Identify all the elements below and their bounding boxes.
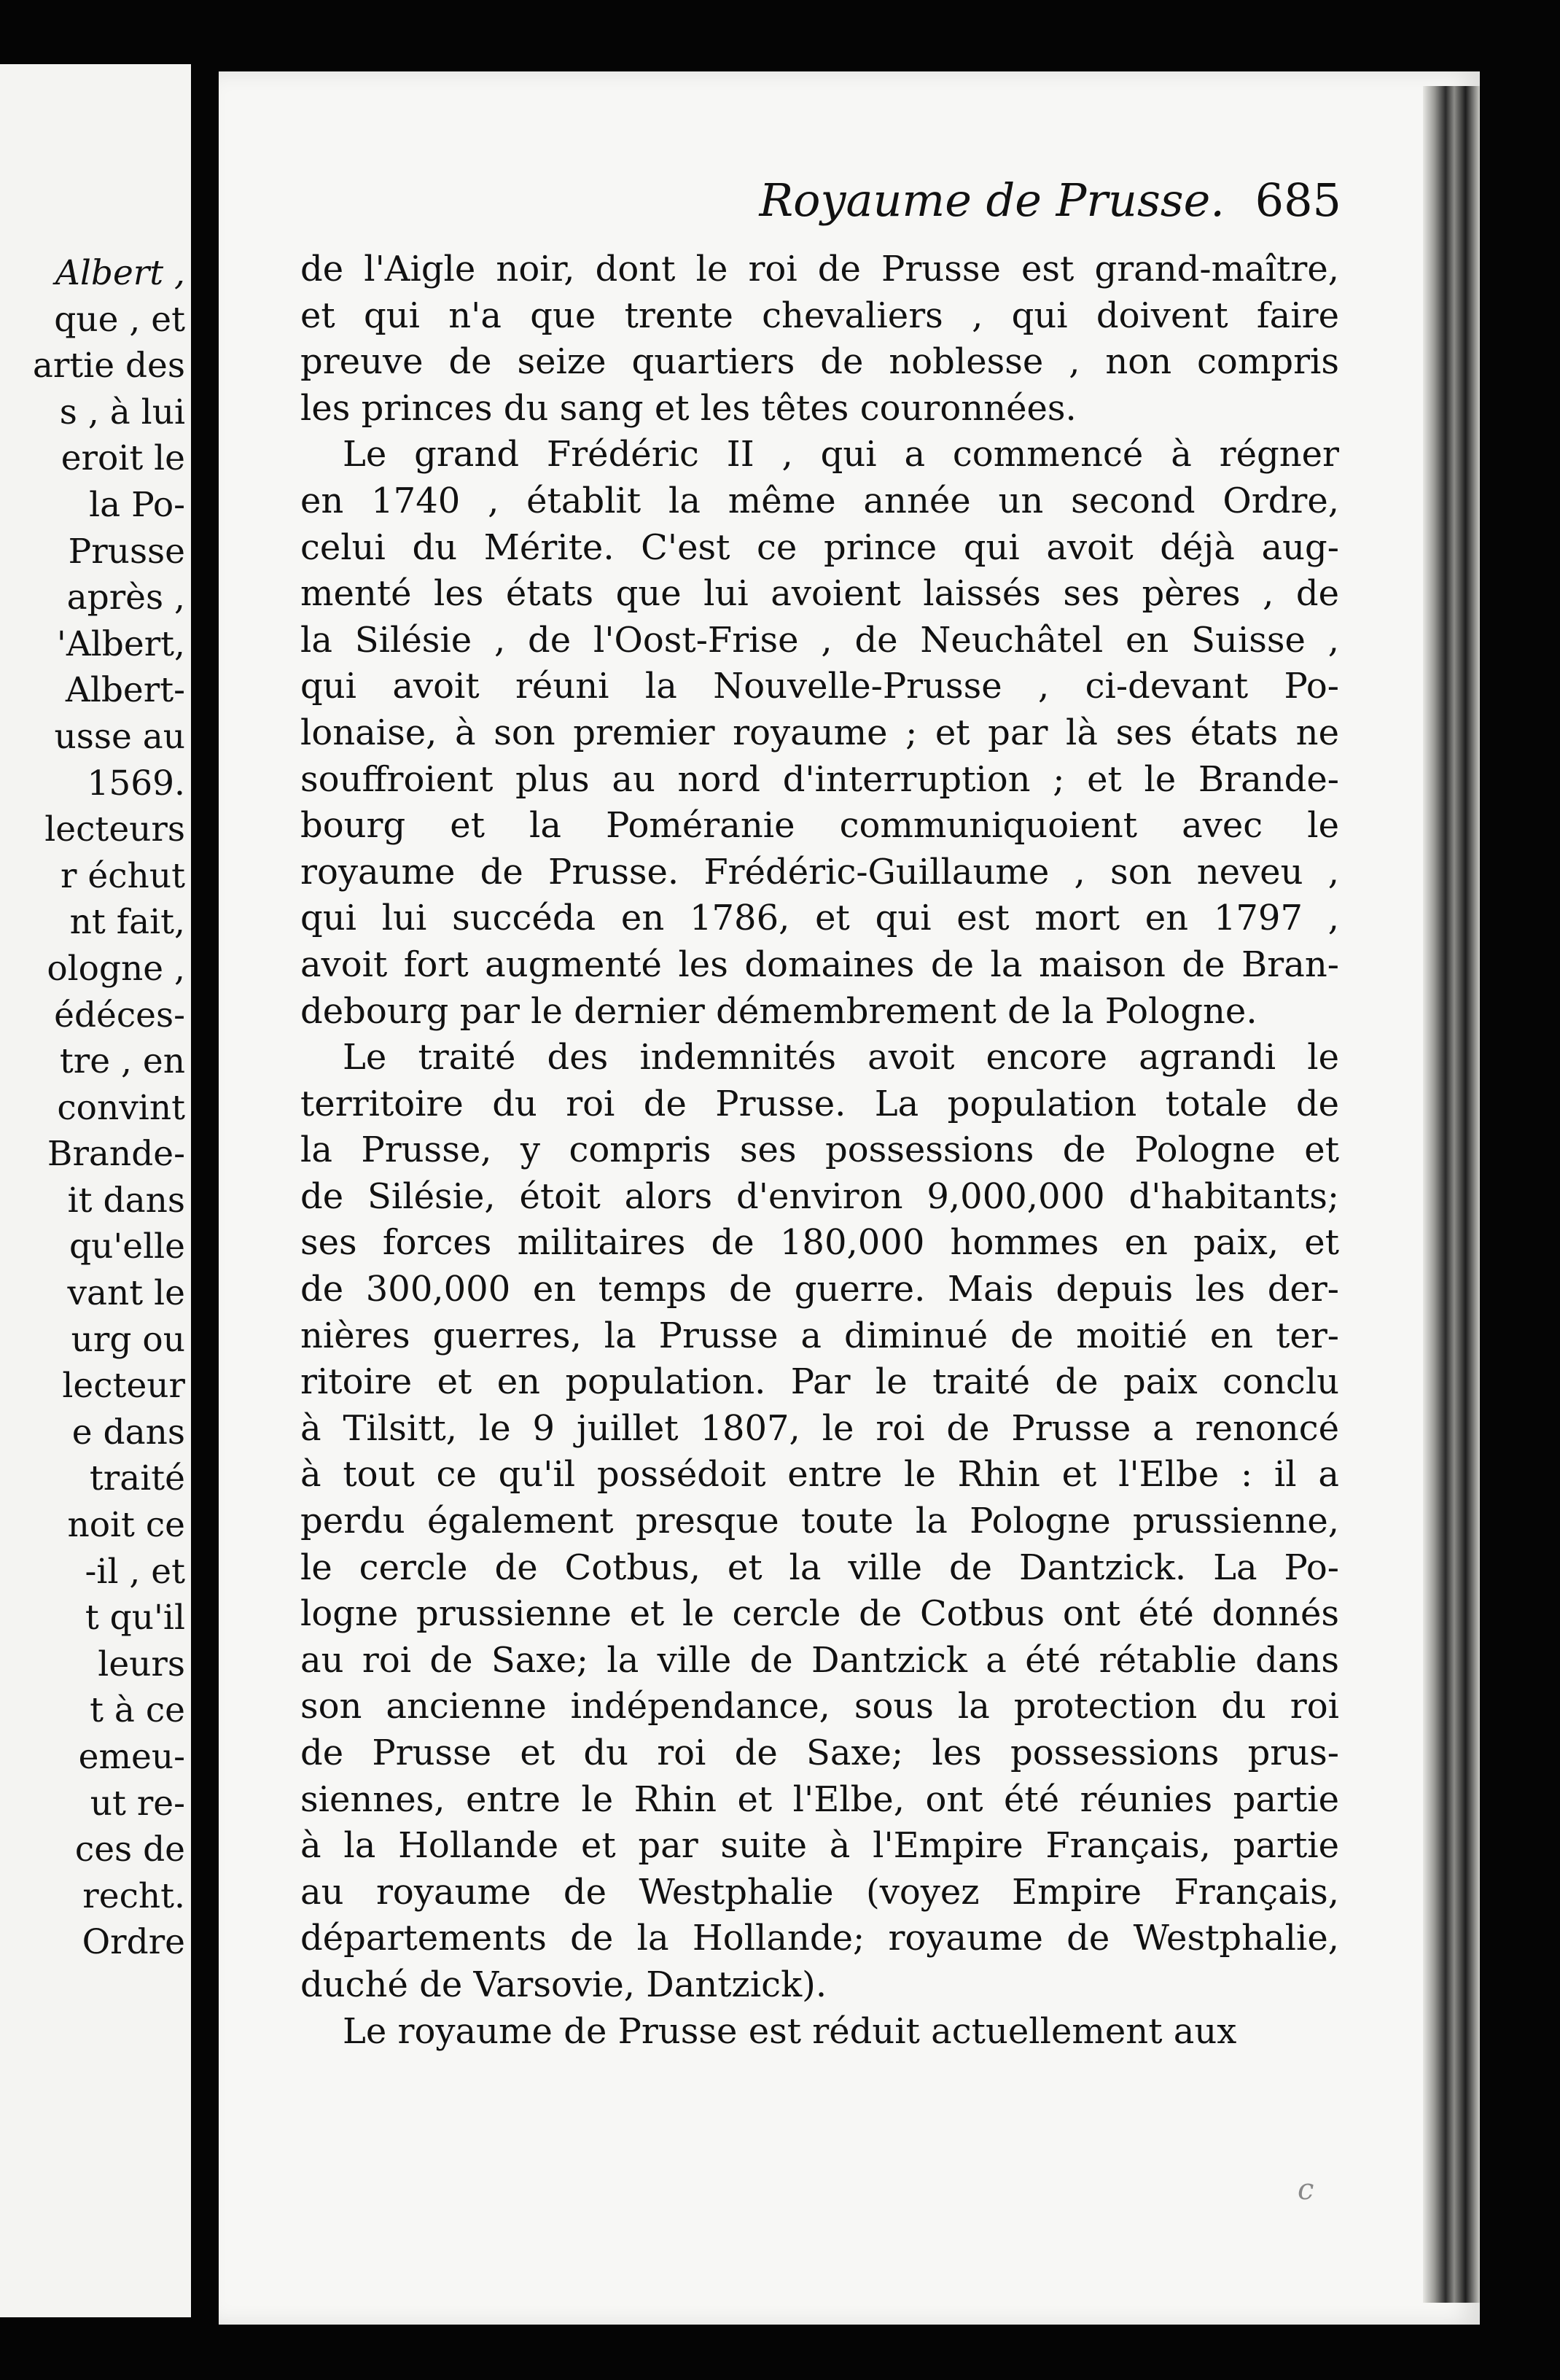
previous-page-line: Ordre xyxy=(82,1922,185,1963)
previous-page-line: la Po- xyxy=(89,484,185,525)
previous-page-line: Albert- xyxy=(65,670,185,711)
running-title: Royaume de Prusse. xyxy=(759,174,1225,227)
previous-page-line: Brande- xyxy=(47,1134,185,1175)
book-gutter xyxy=(191,0,220,2380)
previous-page-line: vant le xyxy=(67,1273,185,1314)
previous-page-line: 'Albert, xyxy=(56,623,185,664)
text-line: logne prussienne et le cercle de Cotbus ont été donnés xyxy=(300,1593,1339,1635)
previous-page-fragment xyxy=(0,64,191,2317)
text-line: Le royaume de Prusse est réduit actuellement aux xyxy=(343,2010,1237,2052)
previous-page-line: édéces- xyxy=(54,995,185,1035)
text-line: au roi de Saxe; la ville de Dantzick a été rétablie dans xyxy=(300,1639,1339,1681)
text-line: de l'Aigle noir, dont le roi de Prusse est grand-maître, xyxy=(300,249,1339,289)
previous-page-line: artie des xyxy=(32,346,185,386)
text-line: debourg par le dernier démembrement de la Pologne. xyxy=(300,990,1257,1032)
page-edge xyxy=(1423,86,1480,2303)
previous-page-line: tre , en xyxy=(59,1041,185,1082)
previous-page-line: qu'elle xyxy=(69,1226,185,1267)
previous-page-line: noit ce xyxy=(67,1505,185,1546)
running-header xyxy=(554,174,1341,232)
previous-page-line: ologne , xyxy=(47,948,185,989)
text-line: et qui n'a que trente chevaliers , qui doivent faire xyxy=(300,295,1339,336)
text-line: de 300,000 en temps de guerre. Mais depuis les der- xyxy=(300,1269,1339,1310)
previous-page-line: it dans xyxy=(67,1180,185,1221)
previous-page-line: leurs xyxy=(98,1644,185,1684)
previous-page-line: Prusse xyxy=(68,531,185,572)
text-line: territoire du roi de Prusse. La population totale de xyxy=(300,1083,1339,1124)
previous-page-line: recht. xyxy=(82,1875,185,1916)
text-line: siennes, entre le Rhin et l'Elbe, ont été réunies partie xyxy=(300,1778,1339,1820)
previous-page-line: nt fait, xyxy=(69,902,185,943)
text-line: le cercle de Cotbus, et la ville de Dantzick. La Po- xyxy=(300,1547,1339,1588)
previous-page-line: traité xyxy=(89,1458,185,1499)
text-line: menté les états que lui avoient laissés ses pères , de xyxy=(300,573,1339,615)
text-line: preuve de seize quartiers de noblesse , non compris xyxy=(300,341,1339,383)
previous-page-line: 1569. xyxy=(87,763,185,804)
previous-page-line: eroit le xyxy=(61,438,185,479)
previous-page-line: urg ou xyxy=(71,1319,185,1360)
text-line: ritoire et en population. Par le traité de paix conclu xyxy=(300,1361,1339,1403)
previous-page-line: lecteur xyxy=(62,1366,185,1407)
text-line: qui avoit réuni la Nouvelle-Prusse , ci-devant Po- xyxy=(300,666,1339,707)
text-line: de Silésie, étoit alors d'environ 9,000,000 d'habitants; xyxy=(300,1175,1339,1217)
text-line: la Prusse, y compris ses possessions de Pologne et xyxy=(300,1129,1339,1171)
previous-page-line: que , et xyxy=(54,299,185,340)
previous-page-line: s , à lui xyxy=(59,392,185,432)
text-line: ses forces militaires de 180,000 hommes en paix, et xyxy=(300,1222,1339,1264)
text-line: à Tilsitt, le 9 juillet 1807, le roi de Prusse a renoncé xyxy=(300,1407,1339,1449)
corner-mark: c xyxy=(1298,2173,1314,2206)
previous-page-line: convint xyxy=(57,1087,185,1128)
previous-page-line: t qu'il xyxy=(85,1598,185,1638)
previous-page-line: -il , et xyxy=(85,1551,185,1592)
text-line: qui lui succéda en 1786, et qui est mort en 1797 , xyxy=(300,898,1339,939)
text-line: les princes du sang et les têtes couronnées. xyxy=(300,387,1077,429)
previous-page-line: après , xyxy=(66,578,185,618)
previous-page-line: r échut xyxy=(61,855,185,896)
previous-page-line: lecteurs xyxy=(44,809,185,850)
text-line: son ancienne indépendance, sous la protection du roi xyxy=(300,1686,1339,1727)
text-line: de Prusse et du roi de Saxe; les possessions prus- xyxy=(300,1732,1339,1773)
text-line: perdu également presque toute la Pologne prussienne, xyxy=(300,1501,1339,1542)
body-text xyxy=(300,246,1339,2055)
text-line: à tout ce qu'il possédoit entre le Rhin et l'Elbe : il a xyxy=(300,1454,1339,1496)
text-line: celui du Mérite. C'est ce prince qui avoit déjà aug- xyxy=(300,526,1339,568)
previous-page-line: ces de xyxy=(74,1829,185,1870)
text-line: en 1740 , établit la même année un second Ordre, xyxy=(300,480,1339,521)
text-line: au royaume de Westphalie (voyez Empire Français, xyxy=(300,1871,1339,1913)
text-line: Le traité des indemnités avoit encore agrandi le xyxy=(343,1037,1339,1078)
previous-page-line: Albert , xyxy=(55,253,185,293)
text-line: royaume de Prusse. Frédéric-Guillaume , son neveu , xyxy=(300,851,1339,892)
previous-page-text xyxy=(0,250,185,1966)
text-line: duché de Varsovie, Dantzick). xyxy=(300,1964,827,2005)
text-line: lonaise, à son premier royaume ; et par là ses états ne xyxy=(300,712,1339,753)
text-line: bourg et la Poméranie communiquoient avec le xyxy=(300,805,1339,847)
text-line: souffroient plus au nord d'interruption ; et le Brande- xyxy=(300,758,1339,800)
text-line: Le grand Frédéric II , qui a commencé à régner xyxy=(343,434,1339,475)
text-line: départements de la Hollande; royaume de Westphalie, xyxy=(300,1918,1339,1959)
previous-page-line: usse au xyxy=(54,716,185,757)
page-number: 685 xyxy=(1255,174,1341,227)
previous-page-line: ut re- xyxy=(90,1783,185,1824)
text-line: la Silésie , de l'Oost-Frise , de Neuchâtel en Suisse , xyxy=(300,619,1339,661)
text-line: nières guerres, la Prusse a diminué de moitié en ter- xyxy=(300,1315,1339,1356)
text-line: avoit fort augmenté les domaines de la maison de Bran- xyxy=(300,944,1339,985)
previous-page-line: e dans xyxy=(71,1412,185,1452)
text-line: à la Hollande et par suite à l'Empire Français, partie xyxy=(300,1825,1339,1867)
previous-page-line: t à ce xyxy=(90,1690,185,1731)
previous-page-line: emeu- xyxy=(78,1737,185,1777)
